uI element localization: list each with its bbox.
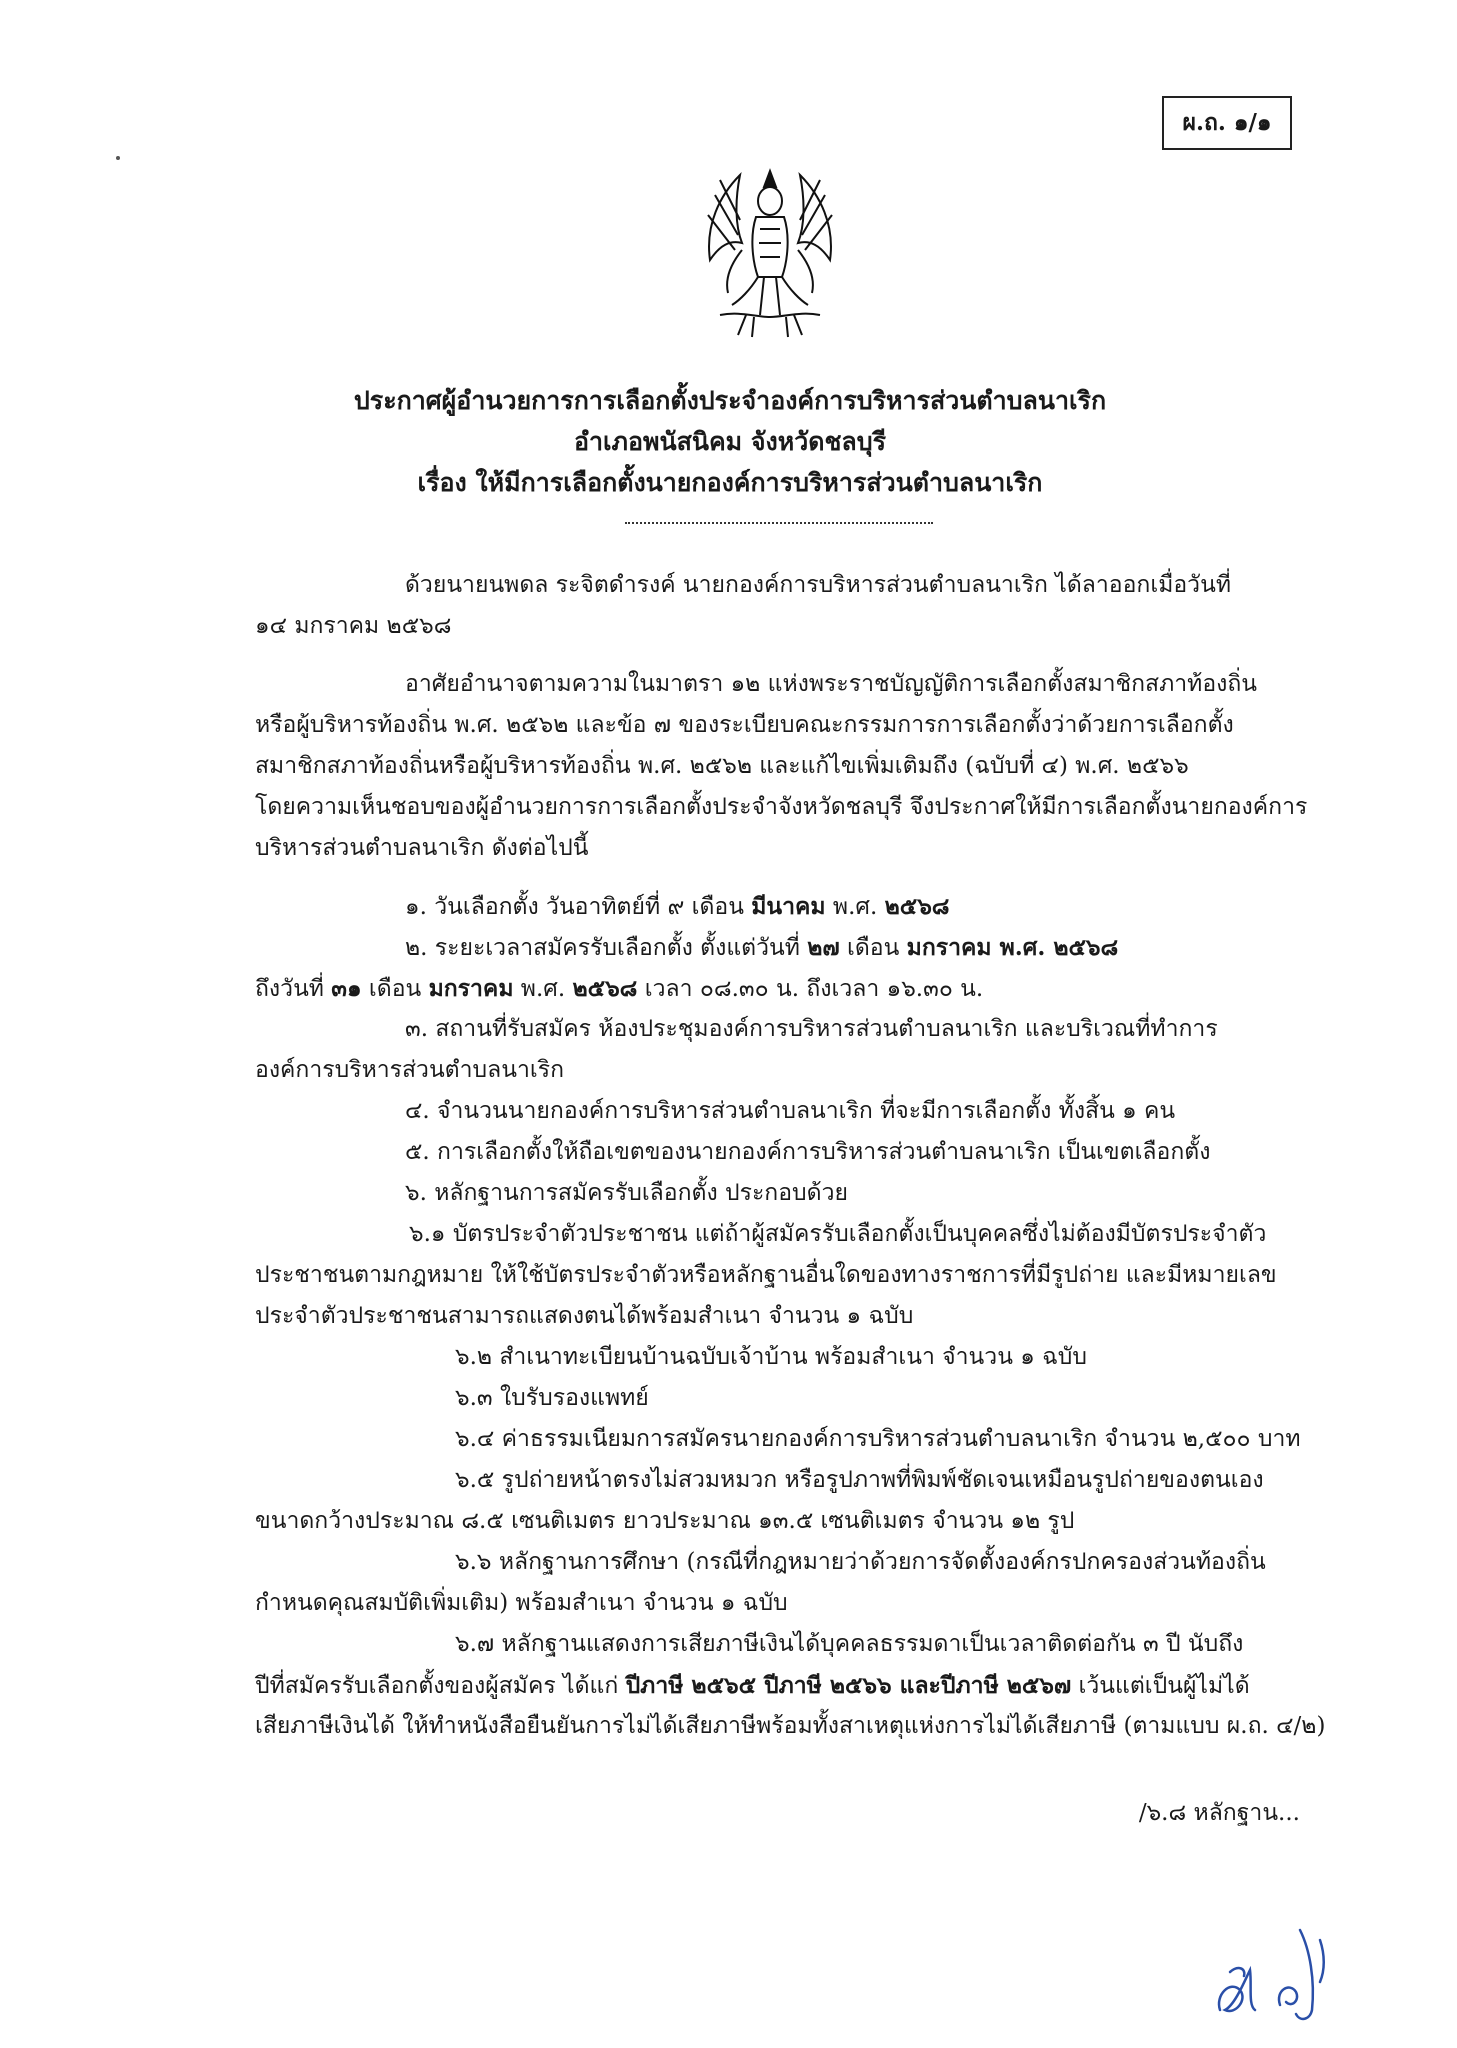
tax-years: ปีภาษี ๒๕๖๕ ปีภาษี ๒๕๖๖ และปีภาษี ๒๕๖๗ [625, 1672, 1072, 1699]
item-6-3: ๖.๓ ใบรับรองแพทย์ [455, 1385, 649, 1411]
item-6-7-line-2: ปีที่สมัครรับเลือกตั้งของผู้สมัคร ได้แก่ ปีภาษี ๒๕๖๕ ปีภาษี ๒๕๖๖ และปีภาษี ๒๕๖๗ เว้นแต่เป็นผู้ไม่ได้ [255, 1672, 1250, 1699]
election-year: ๒๕๖๘ [884, 893, 950, 920]
item-2-registration-end: ถึงวันที่ ๓๑ เดือน มกราคม พ.ศ. ๒๕๖๘ เวลา ๐๘.๓๐ น. ถึงเวลา ๑๖.๓๐ น. [255, 975, 984, 1002]
continuation-note: /๖.๘ หลักฐาน... [1138, 1800, 1300, 1826]
para2-line-3: สมาชิกสภาท้องถิ่นหรือผู้บริหารท้องถิ่น พ.ศ. ๒๕๖๒ และแก้ไขเพิ่มเติมถึง (ฉบับที่ ๔) พ.ศ. ๒๕๖๖ [255, 753, 1189, 779]
item-6-6-line-2: กำหนดคุณสมบัติเพิ่มเติม) พร้อมสำเนา จำนวน ๑ ฉบับ [255, 1590, 788, 1616]
announcement-heading [200, 380, 1260, 503]
item-6-7-line-3: เสียภาษีเงินได้ ให้ทำหนังสือยืนยันการไม่ได้เสียภาษีพร้อมทั้งสาเหตุแห่งการไม่ได้เสียภาษี (ตามแบบ ผ.ถ. ๔/๒) [255, 1713, 1326, 1739]
item-2-registration-period: ๒. ระยะเวลาสมัครรับเลือกตั้ง ตั้งแต่วันที่ ๒๗ เดือน มกราคม พ.ศ. ๒๕๖๘ [405, 934, 1119, 961]
handwritten-signature [1200, 1910, 1380, 2030]
item-6-5-line-2: ขนาดกว้างประมาณ ๘.๕ เซนติเมตร ยาวประมาณ ๑๓.๕ เซนติเมตร จำนวน ๑๒ รูป [255, 1508, 1075, 1534]
heading-line-2: อำเภอพนัสนิคม จังหวัดชลบุรี [573, 427, 887, 456]
para2-line-1: อาศัยอำนาจตามความในมาตรา ๑๒ แห่งพระราชบัญญัติการเลือกตั้งสมาชิกสภาท้องถิ่น [405, 671, 1258, 697]
item-6-2: ๖.๒ สำเนาทะเบียนบ้านฉบับเจ้าบ้าน พร้อมสำเนา จำนวน ๑ ฉบับ [455, 1344, 1088, 1370]
para2-line-4: โดยความเห็นชอบของผู้อำนวยการการเลือกตั้งประจำจังหวัดชลบุรี จึงประกาศให้มีการเลือกตั้งนายกองค์การ [255, 794, 1308, 820]
item-1-election-date: ๑. วันเลือกตั้ง วันอาทิตย์ที่ ๙ เดือน มีนาคม พ.ศ. ๒๕๖๘ [405, 893, 950, 920]
item-6-1-line-2: ประชาชนตามกฎหมาย ให้ใช้บัตรประจำตัวหรือหลักฐานอื่นใดของทางราชการที่มีรูปถ่าย และมีหมายเลข [255, 1262, 1277, 1288]
announcement-body [255, 565, 1326, 1747]
para2-line-5: บริหารส่วนตำบลนาเริก ดังต่อไปนี้ [255, 835, 589, 861]
item-5: ๕. การเลือกตั้งให้ถือเขตของนายกองค์การบริหารส่วนตำบลนาเริก เป็นเขตเลือกตั้ง [405, 1139, 1211, 1165]
para1-line-2: ๑๔ มกราคม ๒๕๖๘ [255, 613, 452, 639]
item-6-4: ๖.๔ ค่าธรรมเนียมการสมัครนายกองค์การบริหารส่วนตำบลนาเริก จำนวน ๒,๕๐๐ บาท [455, 1426, 1301, 1452]
item-3-line-2: องค์การบริหารส่วนตำบลนาเริก [255, 1057, 565, 1083]
scan-speck [116, 156, 120, 160]
form-code-box: ผ.ถ. ๑/๑ [1162, 96, 1292, 150]
para2-line-2: หรือผู้บริหารท้องถิ่น พ.ศ. ๒๕๖๒ และข้อ ๗ ของระเบียบคณะกรรมการการเลือกตั้งว่าด้วยการเลือกตั้ง [255, 712, 1234, 738]
item-3-line-1: ๓. สถานที่รับสมัคร ห้องประชุมองค์การบริหารส่วนตำบลนาเริก และบริเวณที่ทำการ [405, 1016, 1218, 1042]
election-month: มีนาคม [751, 893, 826, 920]
item-6-1-line-1: ๖.๑ บัตรประจำตัวประชาชน แต่ถ้าผู้สมัครรับเลือกตั้งเป็นบุคคลซึ่งไม่ต้องมีบัตรประจำตัว [409, 1221, 1267, 1247]
item-6-5-line-1: ๖.๕ รูปถ่ายหน้าตรงไม่สวมหมวก หรือรูปภาพที่พิมพ์ชัดเจนเหมือนรูปถ่ายของตนเอง [455, 1467, 1264, 1493]
dotted-separator [625, 522, 933, 524]
item-6-1-line-3: ประจำตัวประชาชนสามารถแสดงตนได้พร้อมสำเนา จำนวน ๑ ฉบับ [255, 1303, 914, 1329]
item-4: ๔. จำนวนนายกองค์การบริหารส่วนตำบลนาเริก ที่จะมีการเลือกตั้ง ทั้งสิ้น ๑ คน [405, 1098, 1176, 1124]
para1-line-1: ด้วยนายนพดล ระจิตดำรงค์ นายกองค์การบริหารส่วนตำบลนาเริก ได้ลาออกเมื่อวันที่ [405, 572, 1231, 598]
item-6-7-line-1: ๖.๗ หลักฐานแสดงการเสียภาษีเงินได้บุคคลธรรมดาเป็นเวลาติดต่อกัน ๓ ปี นับถึง [455, 1631, 1244, 1657]
heading-line-1: ประกาศผู้อำนวยการการเลือกตั้งประจำองค์การบริหารส่วนตำบลนาเริก [353, 386, 1107, 415]
garuda-emblem-icon [680, 165, 860, 345]
heading-line-3: เรื่อง ให้มีการเลือกตั้งนายกองค์การบริหารส่วนตำบลนาเริก [417, 468, 1043, 497]
item-6: ๖. หลักฐานการสมัครรับเลือกตั้ง ประกอบด้วย [405, 1180, 848, 1206]
item-6-6-line-1: ๖.๖ หลักฐานการศึกษา (กรณีที่กฎหมายว่าด้วยการจัดตั้งองค์กรปกครองส่วนท้องถิ่น [455, 1549, 1266, 1575]
